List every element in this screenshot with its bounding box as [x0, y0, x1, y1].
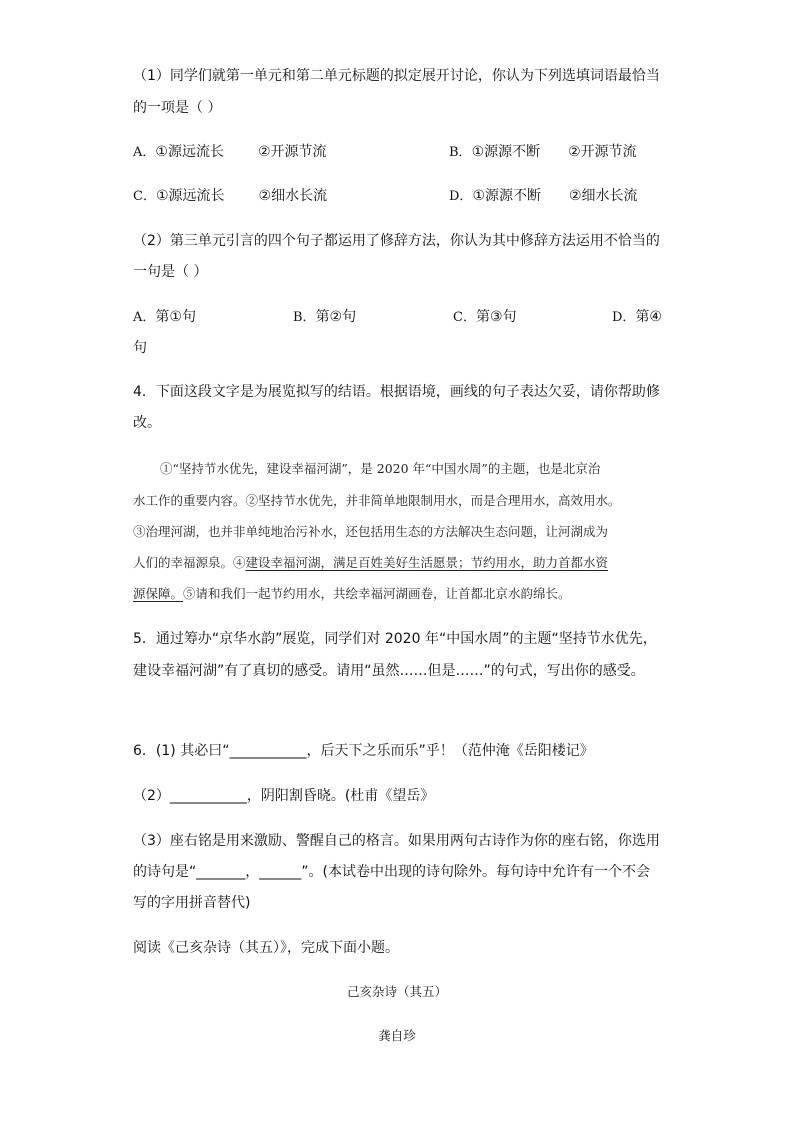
passage-line: ①“坚持节水优先，建设幸福河湖”，是 2020 年“中国水周”的主题，也是北京治 [160, 461, 601, 476]
underlined-sentence: 建设幸福河湖，满足百姓美好生活愿景；节约用水，助力首都水资 [245, 555, 609, 570]
option-text-2: ②开源节流 [257, 144, 327, 160]
underlined-sentence: 源保障。 [133, 586, 184, 601]
q2-option-a[interactable] [133, 307, 196, 328]
q2-line2: 一句是（ ） [133, 264, 208, 280]
option-text-1: ①源远流长 [155, 144, 224, 160]
q4-line1: 4．下面这段文字是为展览拟写的结语。根据语境，画线的句子表达欠妥，请你帮助修 [133, 384, 660, 400]
q6-line5: 写的字用拼音替代) [133, 895, 251, 911]
option-text-1: ①源源不断 [471, 144, 541, 160]
q1-line2: 的一项是（ ） [133, 100, 222, 116]
passage-line [133, 584, 571, 604]
reading-intro: 阅读《己亥杂诗（其五）》，完成下面小题。 [133, 940, 399, 956]
passage-line: 水工作的重要内容。②坚持节水优先，并非简单地限制用水，而是合理用水，高效用水。 [133, 493, 621, 508]
passage-line: ③治理河湖，也并非单纯地治污补水，还包括用生态的方法解决生态问题，让河湖成为 [133, 524, 609, 539]
q5-line1: 5．通过筹办“京华水韵”展览，同学们对 2020 年“中国水周”的主题“坚持节水优先， [133, 631, 657, 647]
passage-line [133, 553, 608, 573]
option-text: 第③句 [475, 309, 517, 325]
q2-option-d-wrap: 句 [133, 340, 147, 356]
option-text: 第①句 [155, 309, 196, 325]
poem-author: 龚自珍 [378, 1028, 416, 1043]
option-letter: B． [449, 145, 472, 160]
q6-line4: 的诗句是“_______，______”。(本试卷中出现的诗句除外。每句诗中允许有一个不会 [133, 864, 650, 880]
q1-line1: （1）同学们就第一单元和第二单元标题的拟定展开讨论，你认为下列选填词语最恰当 [133, 68, 660, 84]
q2-option-d[interactable] [612, 307, 662, 328]
q4-line2: 改。 [133, 415, 161, 431]
q5-line2: 建设幸福河湖”有了真切的感受。请用“虽然……但是……”的句式，写出你的感受。 [133, 663, 645, 679]
option-text-1: ①源源不断 [472, 188, 541, 204]
q6-line1: 6．(1) 其必曰“___________，后天下之乐而乐”乎！（范仲淹《岳阳楼记》 [133, 743, 594, 759]
option-letter: C． [133, 189, 156, 204]
option-letter: D． [449, 189, 473, 204]
option-letter: B． [293, 310, 316, 325]
option-text: 第④ [635, 309, 662, 325]
option-text-2: ②细水长流 [569, 188, 638, 204]
option-text-2: ②开源节流 [568, 144, 637, 160]
q6-line3: （3）座右铭是用来激励、警醒自己的格言。如果用两句古诗作为你的座右铭，你选用 [133, 833, 660, 849]
passage-text: ⑤请和我们一起节约用水，共绘幸福河湖画卷，让首都北京水韵绵长。 [183, 586, 571, 601]
poem-title: 己亥杂诗（其五） [346, 984, 447, 999]
option-letter: A． [133, 310, 156, 325]
option-text-1: ①源远流长 [155, 188, 225, 204]
q1-option-c[interactable] [133, 186, 327, 207]
q1-option-d[interactable] [449, 186, 638, 207]
option-letter: A． [133, 145, 156, 160]
q6-line2: （2）___________，阴阳割昏晓。(杜甫《望岳》 [133, 788, 435, 804]
option-text-2: ②细水长流 [258, 188, 328, 204]
q1-option-b[interactable] [449, 142, 637, 163]
q1-option-a[interactable] [133, 142, 327, 163]
q2-option-b[interactable] [293, 307, 356, 328]
option-text: 第②句 [315, 309, 357, 325]
q2-line1: （2）第三单元引言的四个句子都运用了修辞方法，你认为其中修辞方法运用不恰当的 [133, 233, 660, 249]
option-letter: C． [453, 310, 476, 325]
q2-option-c[interactable] [453, 307, 517, 328]
passage-text: 人们的幸福源泉。④ [133, 555, 246, 570]
option-letter: D． [612, 310, 636, 325]
